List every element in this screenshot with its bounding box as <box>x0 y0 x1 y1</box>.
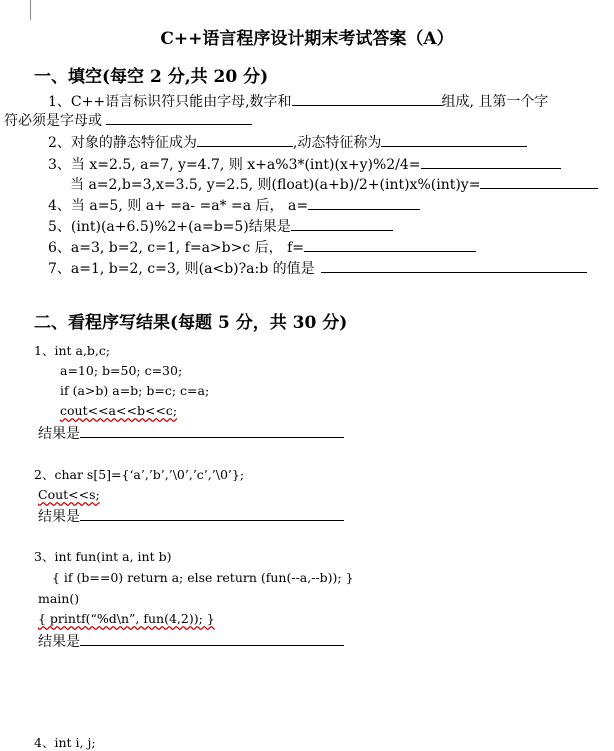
p3-line2: { if (b==0) return a; else return (fun(--a,--b)); } <box>52 570 354 585</box>
q6-line <box>48 237 476 257</box>
p4-line1: 4、int i, j; <box>34 735 96 750</box>
q1-text-c: 符必须是字母或 <box>4 113 102 129</box>
exam-title: C++语言程序设计期末考试答案（A） <box>160 29 454 49</box>
page-corner-mark <box>30 0 31 20</box>
p1-line1: 1、int a,b,c; <box>34 343 111 358</box>
p3-line4 <box>38 611 215 627</box>
p3-line4-text: { printf(“%d\n”, fun(4,2)); } <box>38 611 215 626</box>
p3-result <box>38 631 344 651</box>
q6-text: 6、a=3, b=2, c=1, f=a>b>c 后， f= <box>48 240 305 256</box>
q5-blank[interactable] <box>291 216 393 231</box>
q2-line <box>48 132 527 152</box>
p1-line4: cout<<a<<b<<c; <box>60 403 178 418</box>
q6-blank[interactable] <box>304 237 476 252</box>
q5-text: 5、(int)(a+6.5)%2+(a=b=5)结果是 <box>48 219 291 235</box>
q3-blank1[interactable] <box>421 154 561 169</box>
p3-result-blank[interactable] <box>80 631 344 646</box>
q4-line <box>48 195 420 215</box>
p1-result-blank[interactable] <box>80 423 344 438</box>
q2-blank2[interactable] <box>381 132 527 147</box>
p2-result-blank[interactable] <box>80 506 344 521</box>
q2-text-a: 2、对象的静态特征成为 <box>48 135 197 151</box>
q7-text: 7、a=1, b=2, c=3, 则(a<b)?a:b 的值是 <box>48 261 315 277</box>
q1-blank1[interactable] <box>292 91 442 106</box>
q7-line <box>48 258 587 278</box>
q3-line1 <box>48 154 561 174</box>
q2-text-b: ,动态特征称为 <box>292 135 382 151</box>
q5-line <box>48 216 393 236</box>
q1-text-a: 1、C++语言标识符只能由字母,数字和 <box>48 94 292 110</box>
p2-result <box>38 506 344 526</box>
q2-blank1[interactable] <box>197 132 293 147</box>
p3-result-label: 结果是 <box>38 634 80 650</box>
p1-line2: a=10; b=50; c=30; <box>60 363 183 378</box>
q1-text-b: 组成, 且第一个字 <box>441 94 549 110</box>
q4-text: 4、当 a=5, 则 a+ =a- =a* =a 后， a= <box>48 198 309 214</box>
q1-line1 <box>48 91 548 111</box>
p3-line3: main() <box>38 591 80 606</box>
q1-line2 <box>4 110 252 130</box>
p1-result <box>38 423 344 443</box>
p1-line3: if (a>b) a=b; b=c; c=a; <box>60 383 210 398</box>
q3-blank2[interactable] <box>480 174 598 189</box>
p2-line2: Cout<<s; <box>38 487 100 502</box>
p2-line1: 2、char s[5]={‘a’,’b’,’\0’,’c’,’\0’}; <box>34 467 245 482</box>
section2-heading: 二、看程序写结果(每题 5 分，共 30 分) <box>34 313 348 333</box>
p2-result-label: 结果是 <box>38 509 80 525</box>
q3-line2 <box>70 174 598 194</box>
q1-blank2[interactable] <box>106 110 252 125</box>
q7-blank[interactable] <box>321 258 587 273</box>
q3-text-a: 3、当 x=2.5, a=7, y=4.7, 则 x+a%3*(int)(x+y)%2/4= <box>48 157 421 173</box>
q4-blank[interactable] <box>308 195 420 210</box>
p3-line1: 3、int fun(int a, int b) <box>34 549 172 564</box>
section1-heading: 一、填空(每空 2 分,共 20 分) <box>34 67 269 87</box>
p1-result-label: 结果是 <box>38 426 80 442</box>
q3-text-b: 当 a=2,b=3,x=3.5, y=2.5, 则(float)(a+b)/2+(int)x%(int)y= <box>70 177 481 193</box>
